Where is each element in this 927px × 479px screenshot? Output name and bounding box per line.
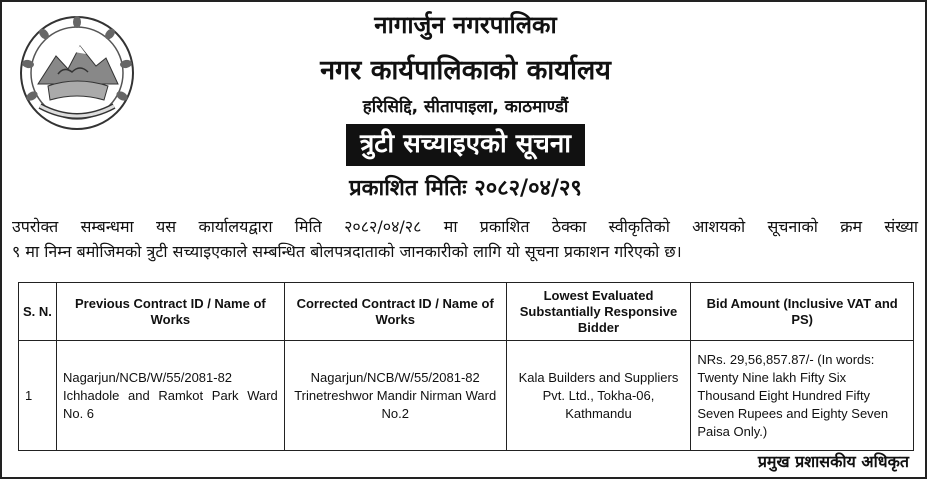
award-table	[18, 282, 914, 451]
cell-bidder: Kala Builders and Suppliers Pvt. Ltd., Tokha-06, Kathmandu	[506, 341, 691, 451]
cell-corrected-contract	[284, 341, 506, 451]
header-bidder: Lowest Evaluated Substantially Responsive Bidder	[506, 283, 691, 341]
office-address: हरिसिद्दि, सीतापाइला, काठमाण्डौं	[362, 97, 569, 117]
municipality-name: नागार्जुन नगरपालिका	[374, 11, 557, 39]
corrected-contract-id: Nagarjun/NCB/W/55/2081-82	[310, 369, 480, 385]
table-header-row	[19, 283, 914, 341]
corrected-work-name: Trinetreshwor Mandir Nirman Ward No.2	[294, 387, 497, 421]
previous-work-name: Ichhadole and Ramkot Park Ward No. 6	[62, 387, 278, 421]
previous-contract-id: Nagarjun/NCB/W/55/2081-82	[62, 369, 233, 385]
notice-title: त्रुटी सच्याइएको सूचना	[346, 124, 585, 166]
notice-title-wrapper	[2, 124, 927, 166]
header-sn: S. N.	[19, 283, 57, 341]
office-name: नगर कार्यपालिकाको कार्यालय	[320, 55, 611, 86]
header-previous-contract: Previous Contract ID / Name of Works	[56, 283, 284, 341]
signatory-title: प्रमुख प्रशासकीय अधिकृत	[757, 452, 909, 471]
notice-body-line-1: उपरोक्त सम्बन्धमा यस कार्यालयद्वारा मिति २०८२/०४/२८ मा प्रकाशित ठेक्का स्वीकृतिको आशयको सूचनाको क्रम संख्या	[12, 217, 918, 236]
cell-previous-contract	[56, 341, 284, 451]
published-date: प्रकाशित मितिः २०८२/०४/२९	[349, 176, 582, 201]
cell-bid-amount: NRs. 29,56,857.87/- (In words: Twenty Nine lakh Fifty Six Thousand Eight Hundred Fifty Seven Rupees and Eighty Seven Paisa Only.)	[691, 341, 914, 451]
table-row	[19, 341, 914, 451]
header-corrected-contract: Corrected Contract ID / Name of Works	[284, 283, 506, 341]
notice-body	[12, 214, 918, 264]
header-bid-amount: Bid Amount (Inclusive VAT and PS)	[691, 283, 914, 341]
cell-sn: 1	[19, 341, 57, 451]
notice-body-line-2: ९ मा निम्न बमोजिमको त्रुटी सच्याइएकाले सम्बन्धित बोलपत्रदाताको जानकारीको लागि यो सूचना प्रकाशन गरिएको छ।	[12, 242, 682, 261]
